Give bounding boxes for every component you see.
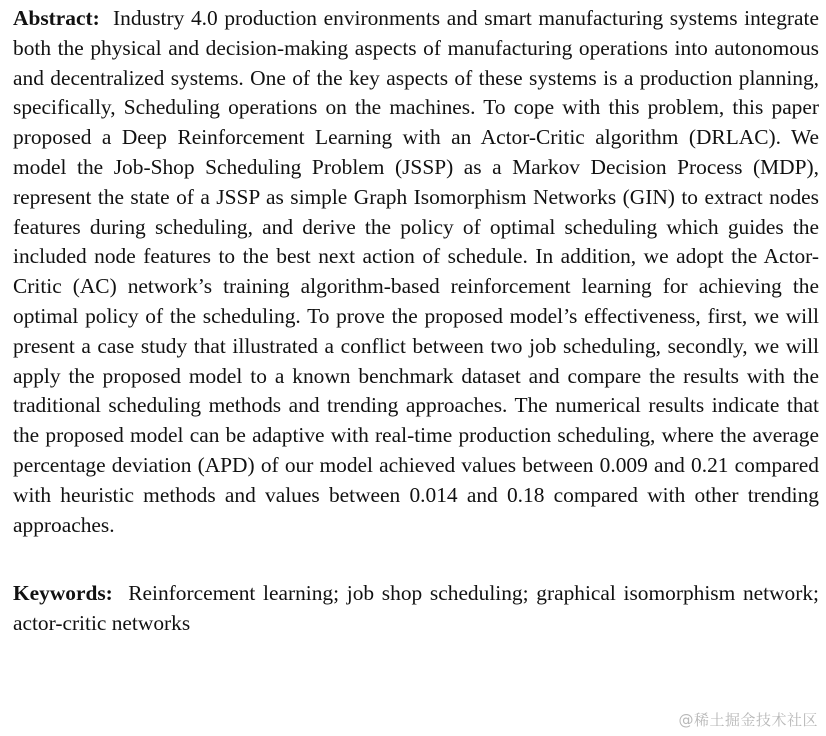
keywords-label: Keywords:: [13, 581, 113, 606]
paper-page: [13, 4, 819, 639]
keywords-paragraph: [13, 579, 819, 639]
keywords-text: Reinforcement learning; job shop scheduling; graphical isomorphism network; actor-critic networks: [13, 581, 819, 636]
abstract-label: Abstract:: [13, 6, 100, 30]
abstract-text: Industry 4.0 production environments and smart manufacturing systems integrate both the physical and decision-making aspects of manufacturing operations into autonomous and decentralized systems. One of the key aspects of these systems is a production planning, specifically, Scheduling operations on the machines. To cope with this problem, this paper proposed a Deep Reinforcement Learning with an Actor-Critic algorithm (DRLAC). We model the Job-Shop Scheduling Problem (JSSP) as a Markov Decision Process (MDP), represent the state of a JSSP as simple Graph Isomorphism Networks (GIN) to extract nodes features during scheduling, and derive the policy of optimal scheduling which guides the included node features to the best next action of schedule. In addition, we adopt the Actor-Critic (AC) network’s training algorithm-based reinforcement learning for achieving the optimal policy of the scheduling. To prove the proposed model’s effectiveness, first, we will present a case study that illustrated a conflict between two job scheduling, secondly, we will apply the proposed model to a known benchmark dataset and compare the results with the traditional scheduling methods and trending approaches. The numerical results indicate that the proposed model can be adaptive with real-time production scheduling, where the average percentage deviation (APD) of our model achieved values between 0.009 and 0.21 compared with heuristic methods and values between 0.014 and 0.18 compared with other trending approaches.: [13, 6, 819, 537]
watermark: @稀土掘金技术社区: [678, 711, 818, 729]
abstract-paragraph: [13, 4, 819, 540]
